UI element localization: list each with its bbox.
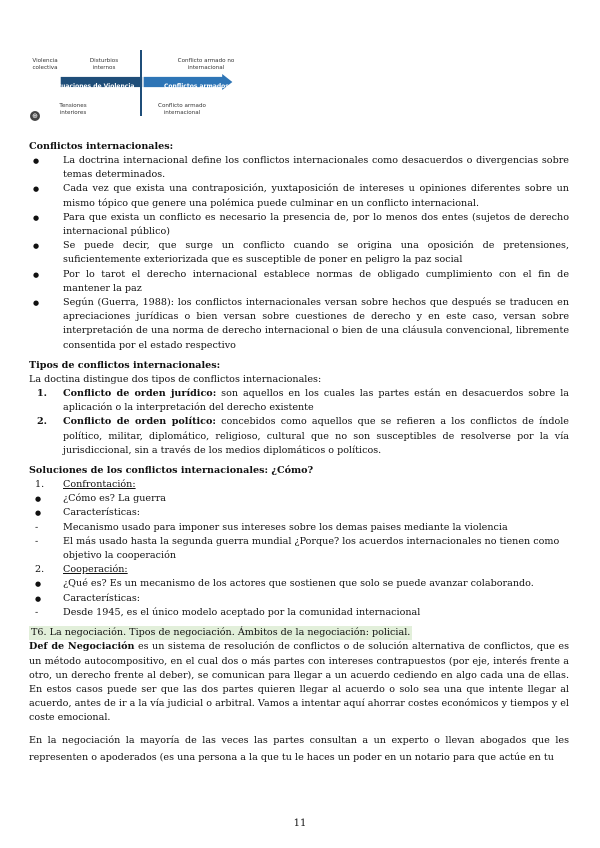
list-item — [29, 535, 569, 563]
line-text: Características: — [63, 592, 141, 604]
diagram-divider — [140, 50, 142, 116]
list-item: ● Cada vez que exista una contraposición, yuxtaposición de intereses u opiniones diferentes sobre un mismo tópico que genere una polémica puede culminar en un conflicto internacional. — [29, 182, 569, 210]
marker: 2. — [35, 564, 45, 576]
section-tipos-title: Tipos de conflictos internacionales: — [29, 359, 221, 371]
marker: ● — [35, 509, 42, 518]
item-text: concebidos como aquellos que se refieren a los conflictos de índole político, militar, diplomático, religioso, cultural que no son susceptibles de resolverse por la vía jurisdiccional, sin a través de los medios diplomáticos o políticos. — [63, 416, 569, 456]
band-right-label: Conflictos armados — [164, 83, 229, 90]
line-text: Desde 1945, es el único modelo aceptado por la comunidad internacional — [63, 606, 421, 618]
list-item: ● Se puede decir, que surge un conflicto cuando se origina una oposición de pretensiones, suficientemente exteriorizada que es susceptible de poner en peligro la paz social — [29, 239, 569, 267]
negociacion-definition — [29, 640, 569, 725]
document-icon: ⊕ — [30, 111, 40, 121]
label-conflicto-internacional: Conflicto armado internacional — [158, 103, 206, 116]
list-item — [29, 387, 569, 415]
label-conflicto-no-internacional: Conflicto armado no internacional — [177, 58, 235, 71]
list-item — [29, 478, 569, 492]
highlighted-heading: T6. La negociación. Tipos de negociación. Ámbitos de la negociación: policial. — [31, 627, 411, 639]
section-soluciones-title: Soluciones de los conflictos internacionales: ¿Cómo? — [29, 465, 314, 477]
marker: 1. — [35, 479, 45, 491]
item-term: Conflicto de orden jurídico: — [63, 388, 217, 400]
section-conflictos-title: Conflictos internacionales: — [29, 141, 174, 152]
definition-term: Def de Negociación — [29, 641, 135, 653]
line-text: ¿Cómo es? La guerra — [63, 493, 167, 505]
marker: - — [35, 535, 39, 547]
line-text: Cooperación: — [63, 564, 128, 576]
page-number: 11 — [293, 818, 307, 829]
item-term: Conflicto de orden político: — [63, 416, 216, 428]
page-content — [29, 140, 569, 766]
line-text: Mecanismo usado para imponer sus intereses sobre los demas paises mediante la violencia — [63, 521, 508, 533]
soluciones-list — [29, 478, 569, 620]
list-item — [29, 415, 569, 458]
conflictos-bullets — [29, 154, 569, 353]
band-left-label: Otras situaciones de Violencia — [32, 83, 135, 90]
list-item: ● Según (Guerra, 1988): los conflictos internacionales versan sobre hechos que después se traducen en apreciaciones jurídicas o bien versan sobre cuestiones de derecho y en este caso, versan sobre interpretación de una norma de derecho internacional o bien de una cláusula convencional, libremente consentida por el estado respectivo — [29, 296, 569, 353]
definition-text: es un sistema de resolución de conflictos o de solución alternativa de conflictos, que es un método autocompositivo, en el cual dos o más partes con intereses contrapuestos (por eje, interés frente a otro, un derecho frente al deber), se comunican para llegar a un acuerdo cediendo en algo cada una de ellas. En estos casos puede ser que las dos partes quieren llegar al acuerdo o solo sea una que intente llegar al acuerdo, antes de ir a la vía judicial o arbitral. Vamos a intentar aquí ahorrar costes económicos y tiempos y el coste emocional. — [29, 641, 569, 724]
item-number: 1. — [37, 388, 48, 400]
negociacion-paragraph: En la negociación la mayoría de las veces las partes consultan a un experto o llevan abogados que les representen o apoderados (es una persona a la que tu le haces un poder en un notario para que actúe en tu — [29, 734, 569, 763]
list-item — [29, 592, 569, 606]
list-item — [29, 563, 569, 577]
marker: ● — [35, 594, 42, 603]
line-text: El más usado hasta la segunda guerra mundial ¿Porque? los acuerdos internacionales no tienen como objetivo la cooperación — [63, 535, 560, 562]
list-item: ● La doctrina internacional define los conflictos internacionales como desacuerdos o divergencias sobre temas determinados. — [29, 154, 569, 182]
item-text: son aquellos en los cuales las partes están en desacuerdos sobre la aplicación o la interpretación del derecho existente — [63, 388, 570, 414]
list-item — [29, 577, 569, 591]
line-text: Características: — [63, 507, 141, 519]
line-text: ¿Qué es? Es un mecanismo de los actores que sostienen que solo se puede avanzar colaborando. — [63, 578, 534, 590]
label-tensiones-interiores: Tensiones interiores — [59, 103, 87, 116]
marker: - — [35, 521, 39, 533]
tipos-intro: La doctina distingue dos tipos de conflictos internacionales: — [29, 373, 322, 385]
label-violencia-colectiva: Violencia colectiva — [32, 58, 58, 71]
violence-classification-diagram — [28, 50, 268, 125]
list-item: ● Para que exista un conflicto es necesario la presencia de, por lo menos dos entes (sujetos de derecho internacional público) — [29, 211, 569, 239]
marker: ● — [35, 580, 42, 589]
list-item — [29, 506, 569, 520]
item-number: 2. — [37, 416, 48, 428]
line-text: Confrontación: — [63, 479, 136, 491]
list-item: ● Por lo tarot el derecho internacional establece normas de obligado cumplimiento con el fin de mantener la paz — [29, 268, 569, 296]
tipos-list — [29, 387, 569, 458]
marker: - — [35, 606, 39, 618]
section-t6-heading — [29, 626, 569, 640]
label-disturbios-internos: Disturbios internos — [89, 58, 119, 71]
list-item — [29, 521, 569, 535]
list-item — [29, 606, 569, 620]
marker: ● — [35, 495, 42, 504]
list-item — [29, 492, 569, 506]
